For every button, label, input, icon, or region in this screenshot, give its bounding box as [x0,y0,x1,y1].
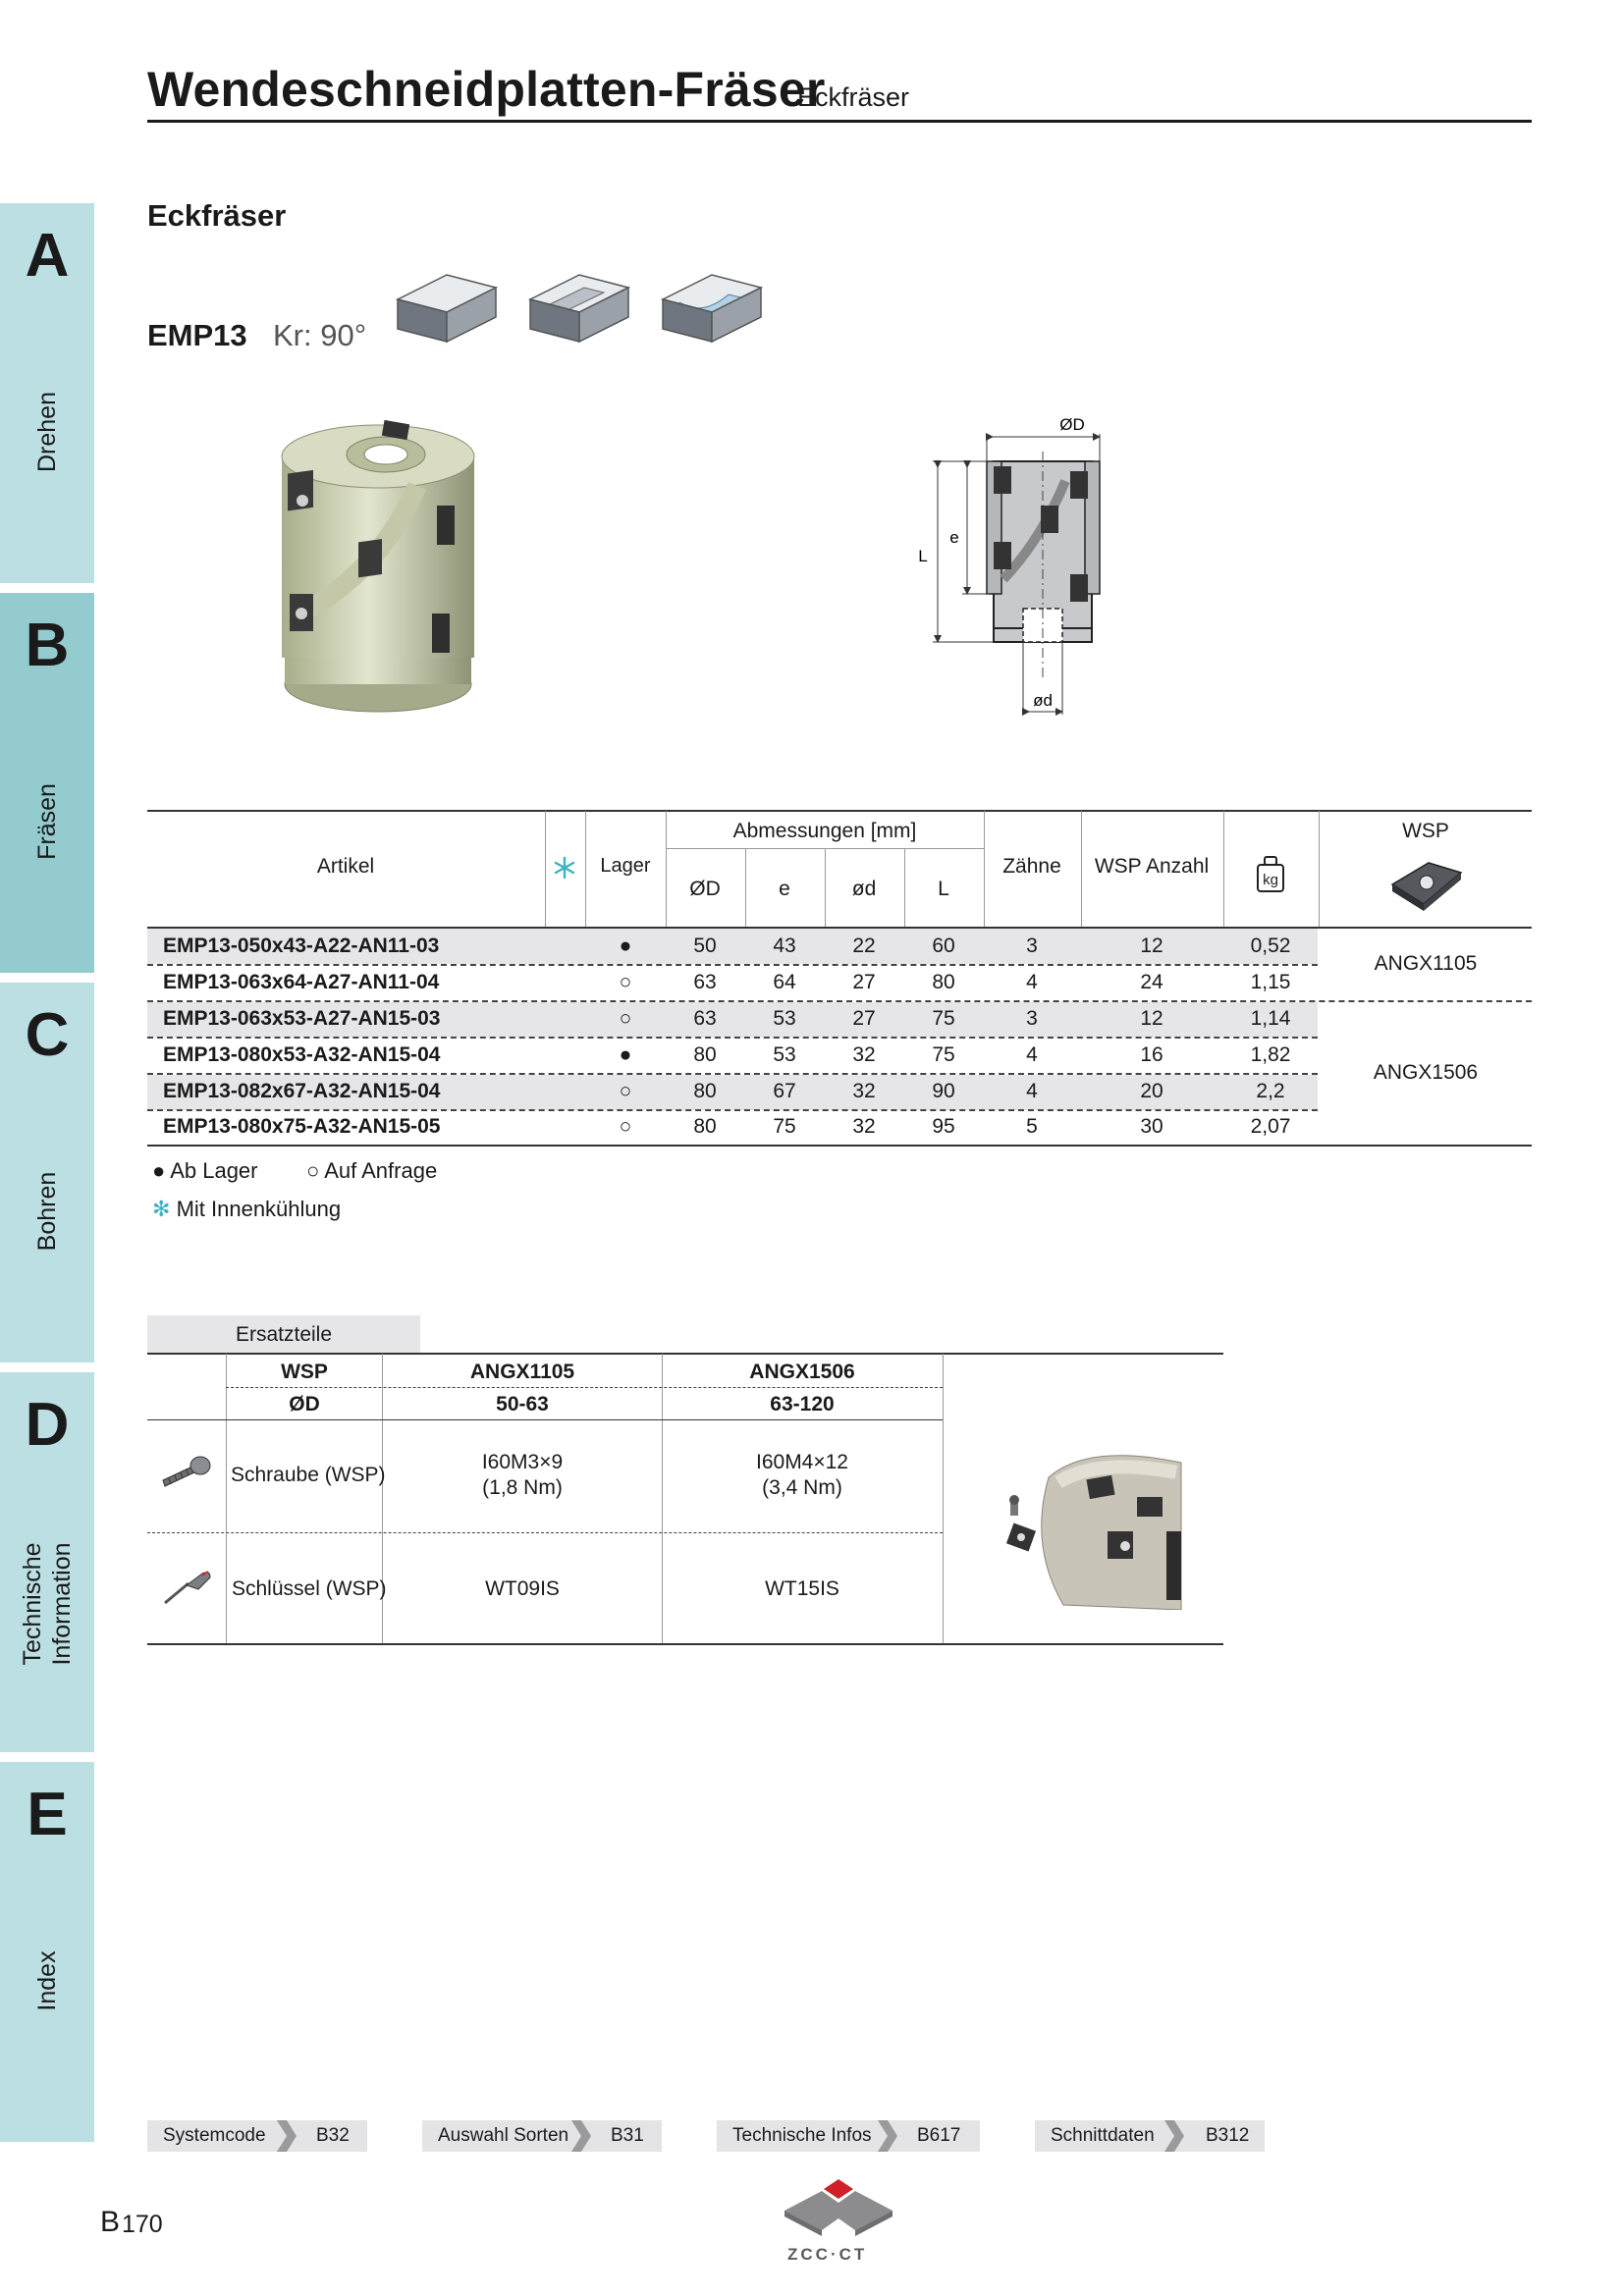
tab-technische-information[interactable] [0,1372,94,1752]
spare-col2-d: 63-120 [770,1393,835,1415]
col-header-wsp-anzahl: WSP Anzahl [1094,855,1210,878]
col-header-wsp: WSP [1402,820,1449,842]
spare-col1-wsp: ANGX1105 [469,1361,575,1383]
col-header-lager: Lager [600,855,651,877]
legend-ab-lager: ● Ab Lager [152,1158,258,1183]
operation-icons [393,270,771,353]
nav-auswahl-sorten[interactable]: Auswahl Sorten B31 [422,2120,662,2152]
coolant-icon: ✻ [152,1197,171,1221]
tab-label: Fräsen [33,783,61,860]
chevron-right-icon [874,2120,899,2152]
key-icon [159,1568,214,1607]
spare-d-label: ØD [289,1393,320,1415]
spare-col1-d: 50-63 [496,1393,549,1415]
spare-wsp-label: WSP [281,1361,328,1383]
spare-row-key-name: Schlüssel (WSP) [232,1577,387,1600]
model-name: EMP13 [147,318,247,352]
dim-e-label: e [949,528,959,547]
col-header-artikel: Artikel [316,855,375,878]
page-subtitle: Eckfräser [797,82,910,112]
tab-letter: A [25,222,70,290]
tab-label: Drehen [33,392,61,472]
tab-letter: D [25,1391,70,1459]
tab-letter: E [27,1781,68,1848]
col-header-abmessungen: Abmessungen [mm] [732,820,917,842]
section-title: Eckfräser [147,198,287,233]
tab-drehen[interactable] [0,203,94,583]
table-bottom-rule [147,1145,1532,1147]
model-kr: Kr: 90° [273,318,367,352]
weight-icon [1256,855,1285,894]
face-milling-icon [398,275,496,342]
tab-fraesen[interactable] [0,593,94,973]
spare-parts-image [990,1438,1186,1610]
dim-bore-label: ød [1033,691,1053,710]
tab-letter: C [25,1001,70,1069]
tab-index[interactable] [0,1762,94,2142]
dim-d-label: ØD [1059,415,1085,434]
slot-milling-icon [663,275,761,342]
logo-text: ZCC·CT [787,2245,868,2264]
page-number: 170 [122,2211,163,2238]
spare-row-screw-name: Schraube (WSP) [231,1464,386,1486]
shoulder-milling-icon [530,275,628,342]
nav-technische-infos[interactable]: Technische Infos B617 [717,2120,980,2152]
coolant-icon [553,856,576,880]
chevron-right-icon [1161,2120,1186,2152]
spare-col2-wsp: ANGX1506 [749,1361,855,1383]
chevron-right-icon [273,2120,298,2152]
insert-icon [1384,857,1467,914]
technical-drawing [903,412,1198,721]
nav-systemcode[interactable]: Systemcode B32 [147,2120,367,2152]
tab-label: Index [33,1950,61,2011]
col-header-bore: ød [851,878,877,900]
col-header-zaehne: Zähne [1002,855,1061,878]
col-header-e: e [779,878,790,900]
header-rule [147,120,1532,123]
wsp-group-angx1506: ANGX1506 [1373,1061,1479,1084]
legend-auf-anfrage: ○ Auf Anfrage [306,1158,438,1183]
spare-parts-title: Ersatzteile [235,1323,333,1346]
dim-l-label: L [918,547,928,565]
page-title: Wendeschneidplatten-Fräser [147,62,826,117]
tab-letter: B [25,612,70,679]
zcc-ct-logo-icon [783,2177,895,2242]
wsp-group-angx1105: ANGX1105 [1374,952,1478,975]
page-number-prefix: B [100,2206,121,2238]
screw-icon [159,1453,214,1492]
tab-bohren[interactable] [0,983,94,1362]
chevron-right-icon [568,2120,593,2152]
legend-innenkuehlung: ✻ Mit Innenkühlung [152,1197,342,1221]
nav-schnittdaten[interactable]: Schnittdaten B312 [1035,2120,1265,2152]
col-header-l: L [938,878,949,900]
milling-cutter-image [270,417,486,721]
table-top-rule [147,810,1532,812]
weight-unit: kg [1263,872,1278,888]
tab-label: Technische Information [19,1542,76,1666]
tab-label: Bohren [33,1171,61,1252]
col-header-d: ØD [689,878,721,900]
